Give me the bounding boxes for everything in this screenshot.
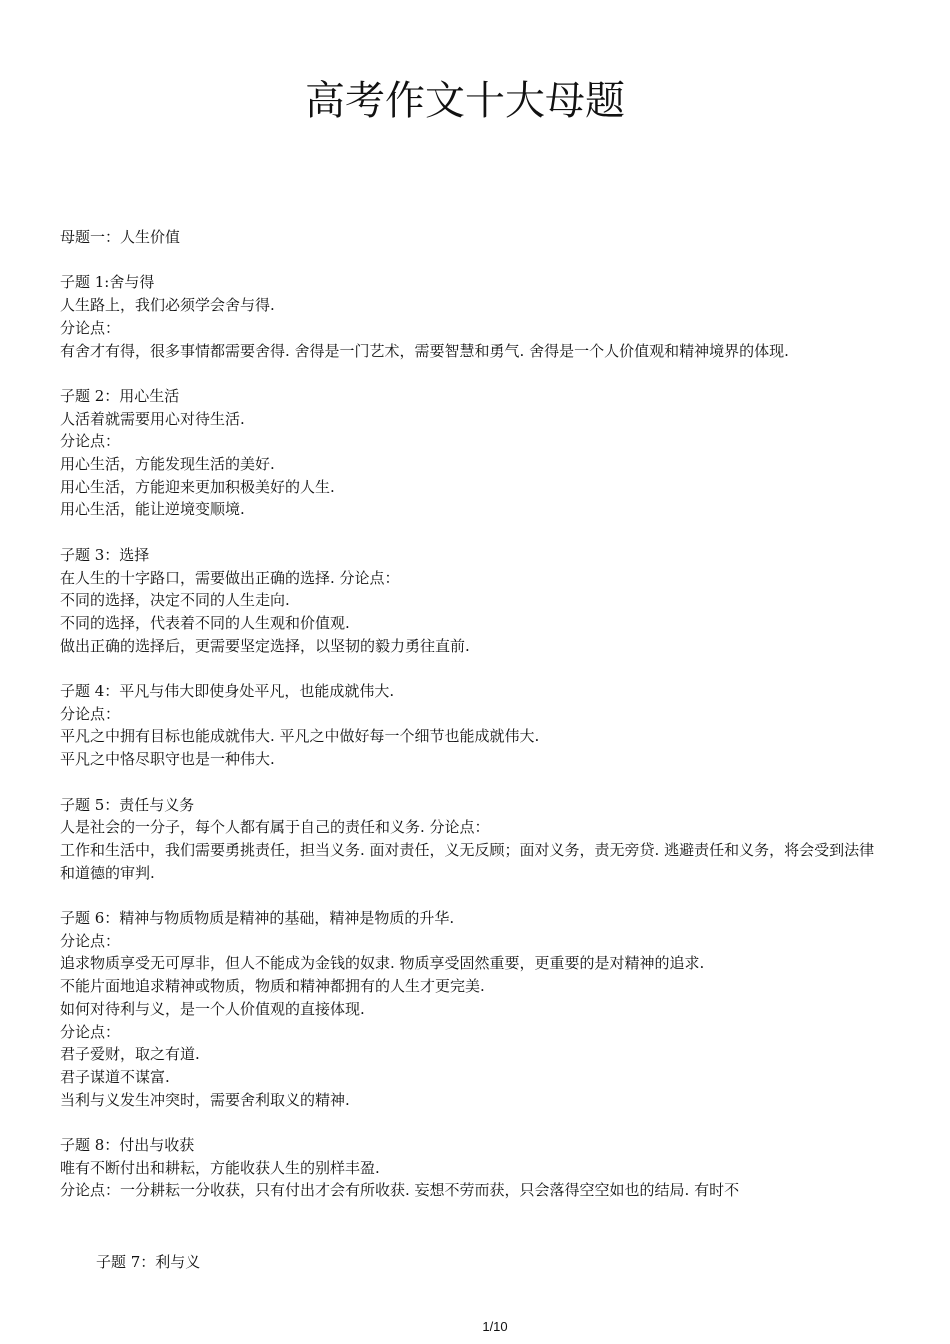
document-title: 高考作文十大母题	[305, 78, 625, 124]
blank-line	[60, 657, 875, 680]
text-line: 分论点：	[60, 432, 121, 451]
text-line: 子题 8：付出与收获	[60, 1136, 195, 1155]
text-line: 不能片面地追求精神或物质，物质和精神都拥有的人生才更完美.	[60, 977, 485, 996]
text-line: 君子爱财，取之有道.	[60, 1045, 200, 1064]
text-line: 分论点：	[60, 318, 121, 337]
text-line: 分论点：	[60, 704, 121, 723]
text-line: 君子谋道不谋富.	[60, 1067, 170, 1086]
text-line: 人活着就需要用心对待生活.	[60, 409, 245, 428]
text-line: 子题 1:舍与得	[60, 273, 155, 292]
blank-line	[60, 1111, 875, 1134]
text-line: 工作和生活中，我们需要勇挑责任，担当义务. 面对责任，义无反顾；面对义务，责无旁贷. 逃避责任和义务，将会受到法律和道德的审判.	[60, 840, 875, 882]
blank-line	[60, 521, 875, 544]
text-line: 母题一：人生价值	[60, 228, 181, 246]
text-line: 分论点：一分耕耘一分收获，只有付出才会有所收获. 妄想不劳而获，只会落得空空如也的结局. 有时不	[60, 1181, 740, 1200]
page-number: 1/10	[482, 1319, 508, 1334]
text-line: 不同的选择，代表着不同的人生观和价值观.	[60, 613, 350, 632]
text-line: 子题 3：选择	[60, 545, 150, 564]
blank-line	[60, 771, 875, 794]
text-line: 子题 5：责任与义务	[60, 795, 195, 814]
text-line: 有舍才有得，很多事情都需要舍得. 舍得是一门艺术，需要智慧和勇气. 舍得是一个人价值观和精神境界的体现.	[60, 341, 789, 360]
text-line: 人生路上，我们必须学会舍与得.	[60, 296, 275, 315]
text-line: 用心生活，能让逆境变顺境.	[60, 500, 245, 519]
text-line: 平凡之中恪尽职守也是一种伟大.	[60, 750, 275, 769]
text-line: 唯有不断付出和耕耘，方能收获人生的别样丰盈.	[60, 1158, 380, 1177]
blank-line	[60, 362, 875, 385]
text-line: 分论点：	[60, 1022, 121, 1041]
blank-line	[60, 884, 875, 907]
text-line: 子题 4：平凡与伟大即使身处平凡，也能成就伟大.	[60, 682, 395, 700]
text-line: 用心生活，方能发现生活的美好.	[60, 455, 275, 473]
text-line: 子题 2：用心生活	[60, 386, 180, 405]
text-line: 不同的选择，决定不同的人生走向.	[60, 591, 290, 610]
text-line: 分论点：	[60, 931, 121, 950]
blank-line	[60, 249, 875, 272]
text-line: 做出正确的选择后，更需要坚定选择，以坚韧的毅力勇往直前.	[60, 636, 470, 655]
text-line: 在人生的十字路口，需要做出正确的选择. 分论点：	[60, 568, 400, 587]
document-body	[60, 226, 875, 1202]
text-line: 平凡之中拥有目标也能成就伟大. 平凡之中做好每一个细节也能成就伟大.	[60, 727, 540, 746]
text-line: 如何对待利与义，是一个人价值观的直接体现.	[60, 999, 365, 1018]
text-line: 用心生活，方能迎来更加积极美好的人生.	[60, 477, 335, 496]
text-line: 人是社会的一分子，每个人都有属于自己的责任和义务. 分论点：	[60, 818, 490, 837]
floating-subtopic-label: 子题 7：利与义	[96, 1253, 201, 1271]
text-line: 追求物质享受无可厚非，但人不能成为金钱的奴隶. 物质享受固然重要，更重要的是对精神的追求.	[60, 954, 705, 973]
text-line: 当利与义发生冲突时，需要舍利取义的精神.	[60, 1090, 350, 1109]
text-line: 子题 6：精神与物质物质是精神的基础，精神是物质的升华.	[60, 909, 455, 927]
